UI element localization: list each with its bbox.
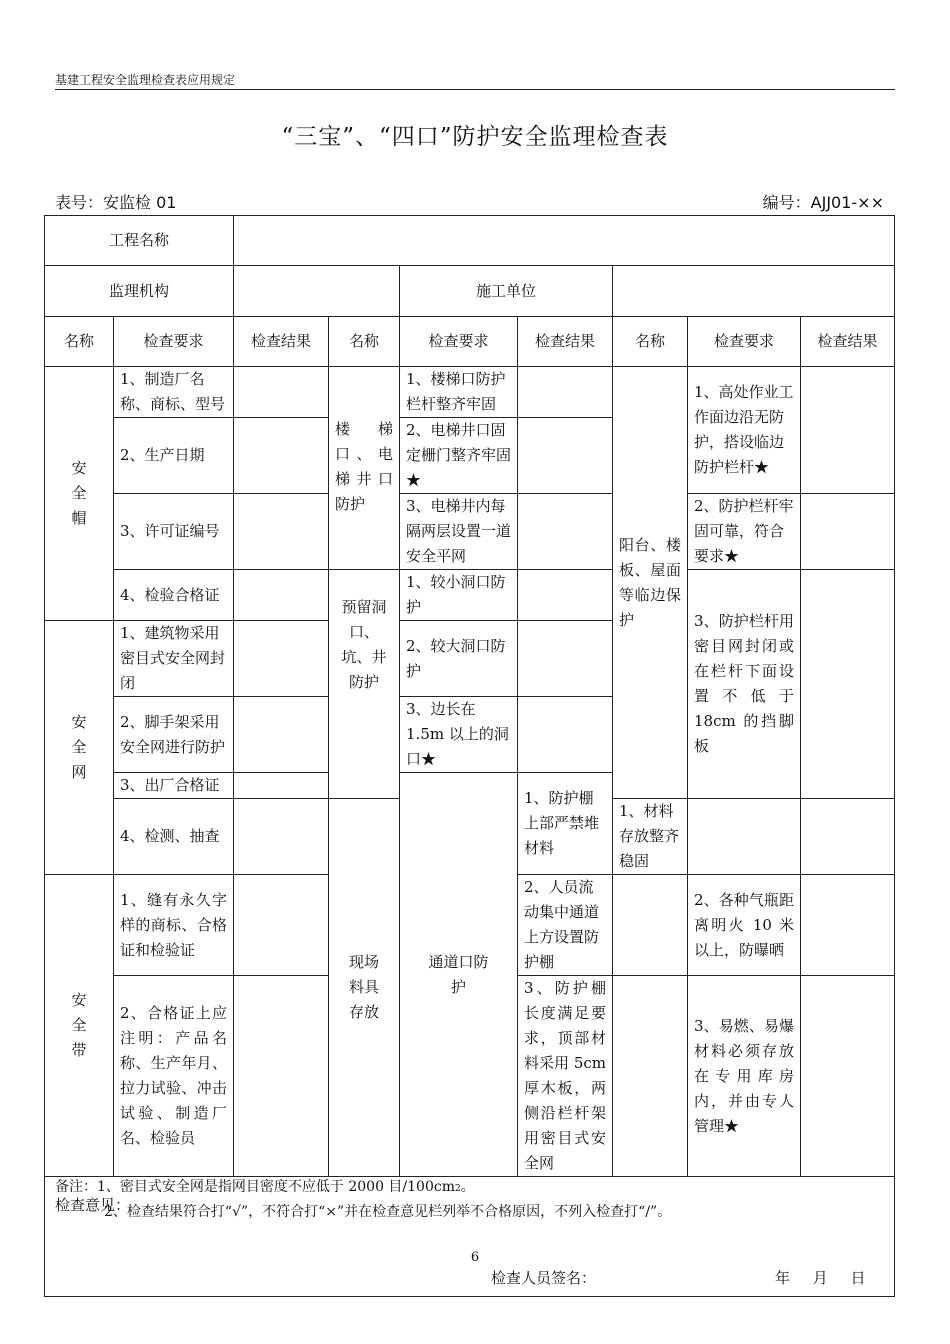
group-helmet: 安全帽 xyxy=(45,367,114,621)
contractor-field[interactable] xyxy=(613,266,895,317)
req-helmet-4: 4、检验合格证 xyxy=(114,570,234,621)
contractor-label: 施工单位 xyxy=(400,266,613,317)
result-hole-2[interactable] xyxy=(518,621,613,697)
req-passage-2: 2、人员流动集中通道上方设置防护棚 xyxy=(518,875,613,976)
req-belt-1: 1、缝有永久字样的商标、合格证和检验证 xyxy=(114,875,234,976)
result-edge-2[interactable] xyxy=(801,494,895,570)
req-net-1: 1、建筑物采用密目式安全网封闭 xyxy=(114,621,234,697)
col-result-2: 检查结果 xyxy=(518,317,613,367)
req-net-3: 3、出厂合格证 xyxy=(114,773,234,799)
group-net: 安全网 xyxy=(45,621,114,875)
req-helmet-2: 2、生产日期 xyxy=(114,418,234,494)
group-material: 现场料具存放 xyxy=(329,799,400,1177)
note-1-end: 。 xyxy=(460,1179,475,1195)
date-label: 年 月 日 xyxy=(775,1269,866,1287)
col-req-1: 检查要求 xyxy=(114,317,234,367)
col-name-3: 名称 xyxy=(613,317,688,367)
req-hole-3: 3、边长在 1.5m 以上的洞口★ xyxy=(400,697,518,773)
group-passage: 通道口防护 xyxy=(400,773,518,1177)
result-material-2[interactable] xyxy=(801,875,895,976)
result-helmet-1[interactable] xyxy=(234,367,329,418)
organization-row xyxy=(45,266,895,317)
page-title: “三宝”、“四口”防护安全监理检查表 xyxy=(281,124,669,150)
col-req-2: 检查要求 xyxy=(400,317,518,367)
supervisor-field[interactable] xyxy=(234,266,400,317)
result-edge-3[interactable] xyxy=(801,570,895,799)
req-edge-1: 1、高处作业工作面边沿无防护，搭设临边防护栏杆★ xyxy=(688,367,801,494)
req-edge-2: 2、防护栏杆牢固可靠，符合要求★ xyxy=(688,494,801,570)
page-number: 6 xyxy=(470,1250,480,1265)
result-net-3[interactable] xyxy=(234,773,329,799)
opinion-label: 检查意见： xyxy=(55,1196,131,1214)
col-name-2: 名称 xyxy=(329,317,400,367)
result-net-4[interactable] xyxy=(234,799,329,875)
result-hole-1[interactable] xyxy=(518,570,613,621)
result-edge-1[interactable] xyxy=(801,367,895,494)
req-helmet-1: 1、制造厂名称、商标、型号 xyxy=(114,367,234,418)
req-material-3: 3、易燃、易爆材料必须存放在专用库房内，并由专人管理★ xyxy=(688,976,801,1177)
result-belt-2[interactable] xyxy=(234,976,329,1177)
result-material-3[interactable] xyxy=(801,976,895,1177)
group-stair: 楼 梯口、电梯井口防护 xyxy=(329,367,400,570)
project-name-field[interactable] xyxy=(234,216,895,266)
inspection-table xyxy=(44,215,895,1297)
serial-number: 编号：AJJ01-×× xyxy=(762,193,884,212)
col-req-3: 检查要求 xyxy=(688,317,801,367)
result-stair-2[interactable] xyxy=(518,418,613,494)
col-name-1: 名称 xyxy=(45,317,114,367)
result-hole-3[interactable] xyxy=(518,697,613,773)
req-stair-2: 2、电梯井口固定栅门整齐牢固★ xyxy=(400,418,518,494)
req-belt-2: 2、合格证上应注明：产品名称、生产年月、拉力试验、冲击试验、制造厂名、检验员 xyxy=(114,976,234,1177)
req-hole-1: 1、较小洞口防护 xyxy=(400,570,518,621)
result-passage-2[interactable] xyxy=(613,875,688,976)
req-material-2: 2、各种气瓶距离明火 10 米以上，防曝晒 xyxy=(688,875,801,976)
req-stair-3: 3、电梯井内每隔两层设置一道安全平网 xyxy=(400,494,518,570)
req-net-2: 2、脚手架采用安全网进行防护 xyxy=(114,697,234,773)
result-stair-3[interactable] xyxy=(518,494,613,570)
note-2: 2、检查结果符合打“√”，不符合打“×”并在检查意见栏列举不合格原因，不列入检查打“/”。 xyxy=(104,1204,672,1220)
req-net-4: 4、检测、抽查 xyxy=(114,799,234,875)
req-passage-3: 3、防护棚长度满足要求，顶部材料采用 5cm 厚木板，两侧沿栏杆架用密目式安全网 xyxy=(518,976,613,1177)
supervisor-label: 监理机构 xyxy=(45,266,234,317)
req-helmet-3: 3、许可证编号 xyxy=(114,494,234,570)
req-stair-1: 1、楼梯口防护栏杆整齐牢固 xyxy=(400,367,518,418)
col-result-3: 检查结果 xyxy=(801,317,895,367)
note-1-subscript: 2 xyxy=(455,1184,461,1194)
note-1-text: 备注：1、密目式安全网是指网目密度不应低于 2000 目/100cm xyxy=(55,1179,455,1195)
result-stair-1[interactable] xyxy=(518,367,613,418)
group-edge: 阳台、楼板、屋面等临边保护 xyxy=(613,367,688,799)
signature-label: 检查人员签名： xyxy=(491,1269,597,1287)
note-1 xyxy=(55,1176,475,1196)
result-helmet-3[interactable] xyxy=(234,494,329,570)
result-net-2[interactable] xyxy=(234,697,329,773)
col-result-1: 检查结果 xyxy=(234,317,329,367)
group-belt: 安全带 xyxy=(45,875,114,1177)
project-name-label: 工程名称 xyxy=(45,216,234,266)
result-helmet-2[interactable] xyxy=(234,418,329,494)
req-hole-2: 2、较大洞口防护 xyxy=(400,621,518,697)
group-hole: 预留洞口、坑、井防护 xyxy=(329,570,400,799)
project-name-row xyxy=(45,216,895,266)
running-header: 基建工程安全监理检查表应用规定 xyxy=(55,72,895,90)
result-passage-3[interactable] xyxy=(613,976,688,1177)
form-number: 表号：安监检 01 xyxy=(55,193,177,212)
req-material-1: 1、材料存放整齐稳固 xyxy=(613,799,688,875)
column-header-row xyxy=(45,317,895,367)
req-edge-3: 3、防护栏杆用密目网封闭或在栏杆下面设置不低于 18cm 的挡脚板 xyxy=(688,570,801,799)
result-belt-1[interactable] xyxy=(234,875,329,976)
result-net-1[interactable] xyxy=(234,621,329,697)
req-passage-1: 1、防护棚上部严禁堆材料 xyxy=(518,773,613,875)
result-material-1[interactable] xyxy=(688,799,801,875)
result-helmet-4[interactable] xyxy=(234,570,329,621)
